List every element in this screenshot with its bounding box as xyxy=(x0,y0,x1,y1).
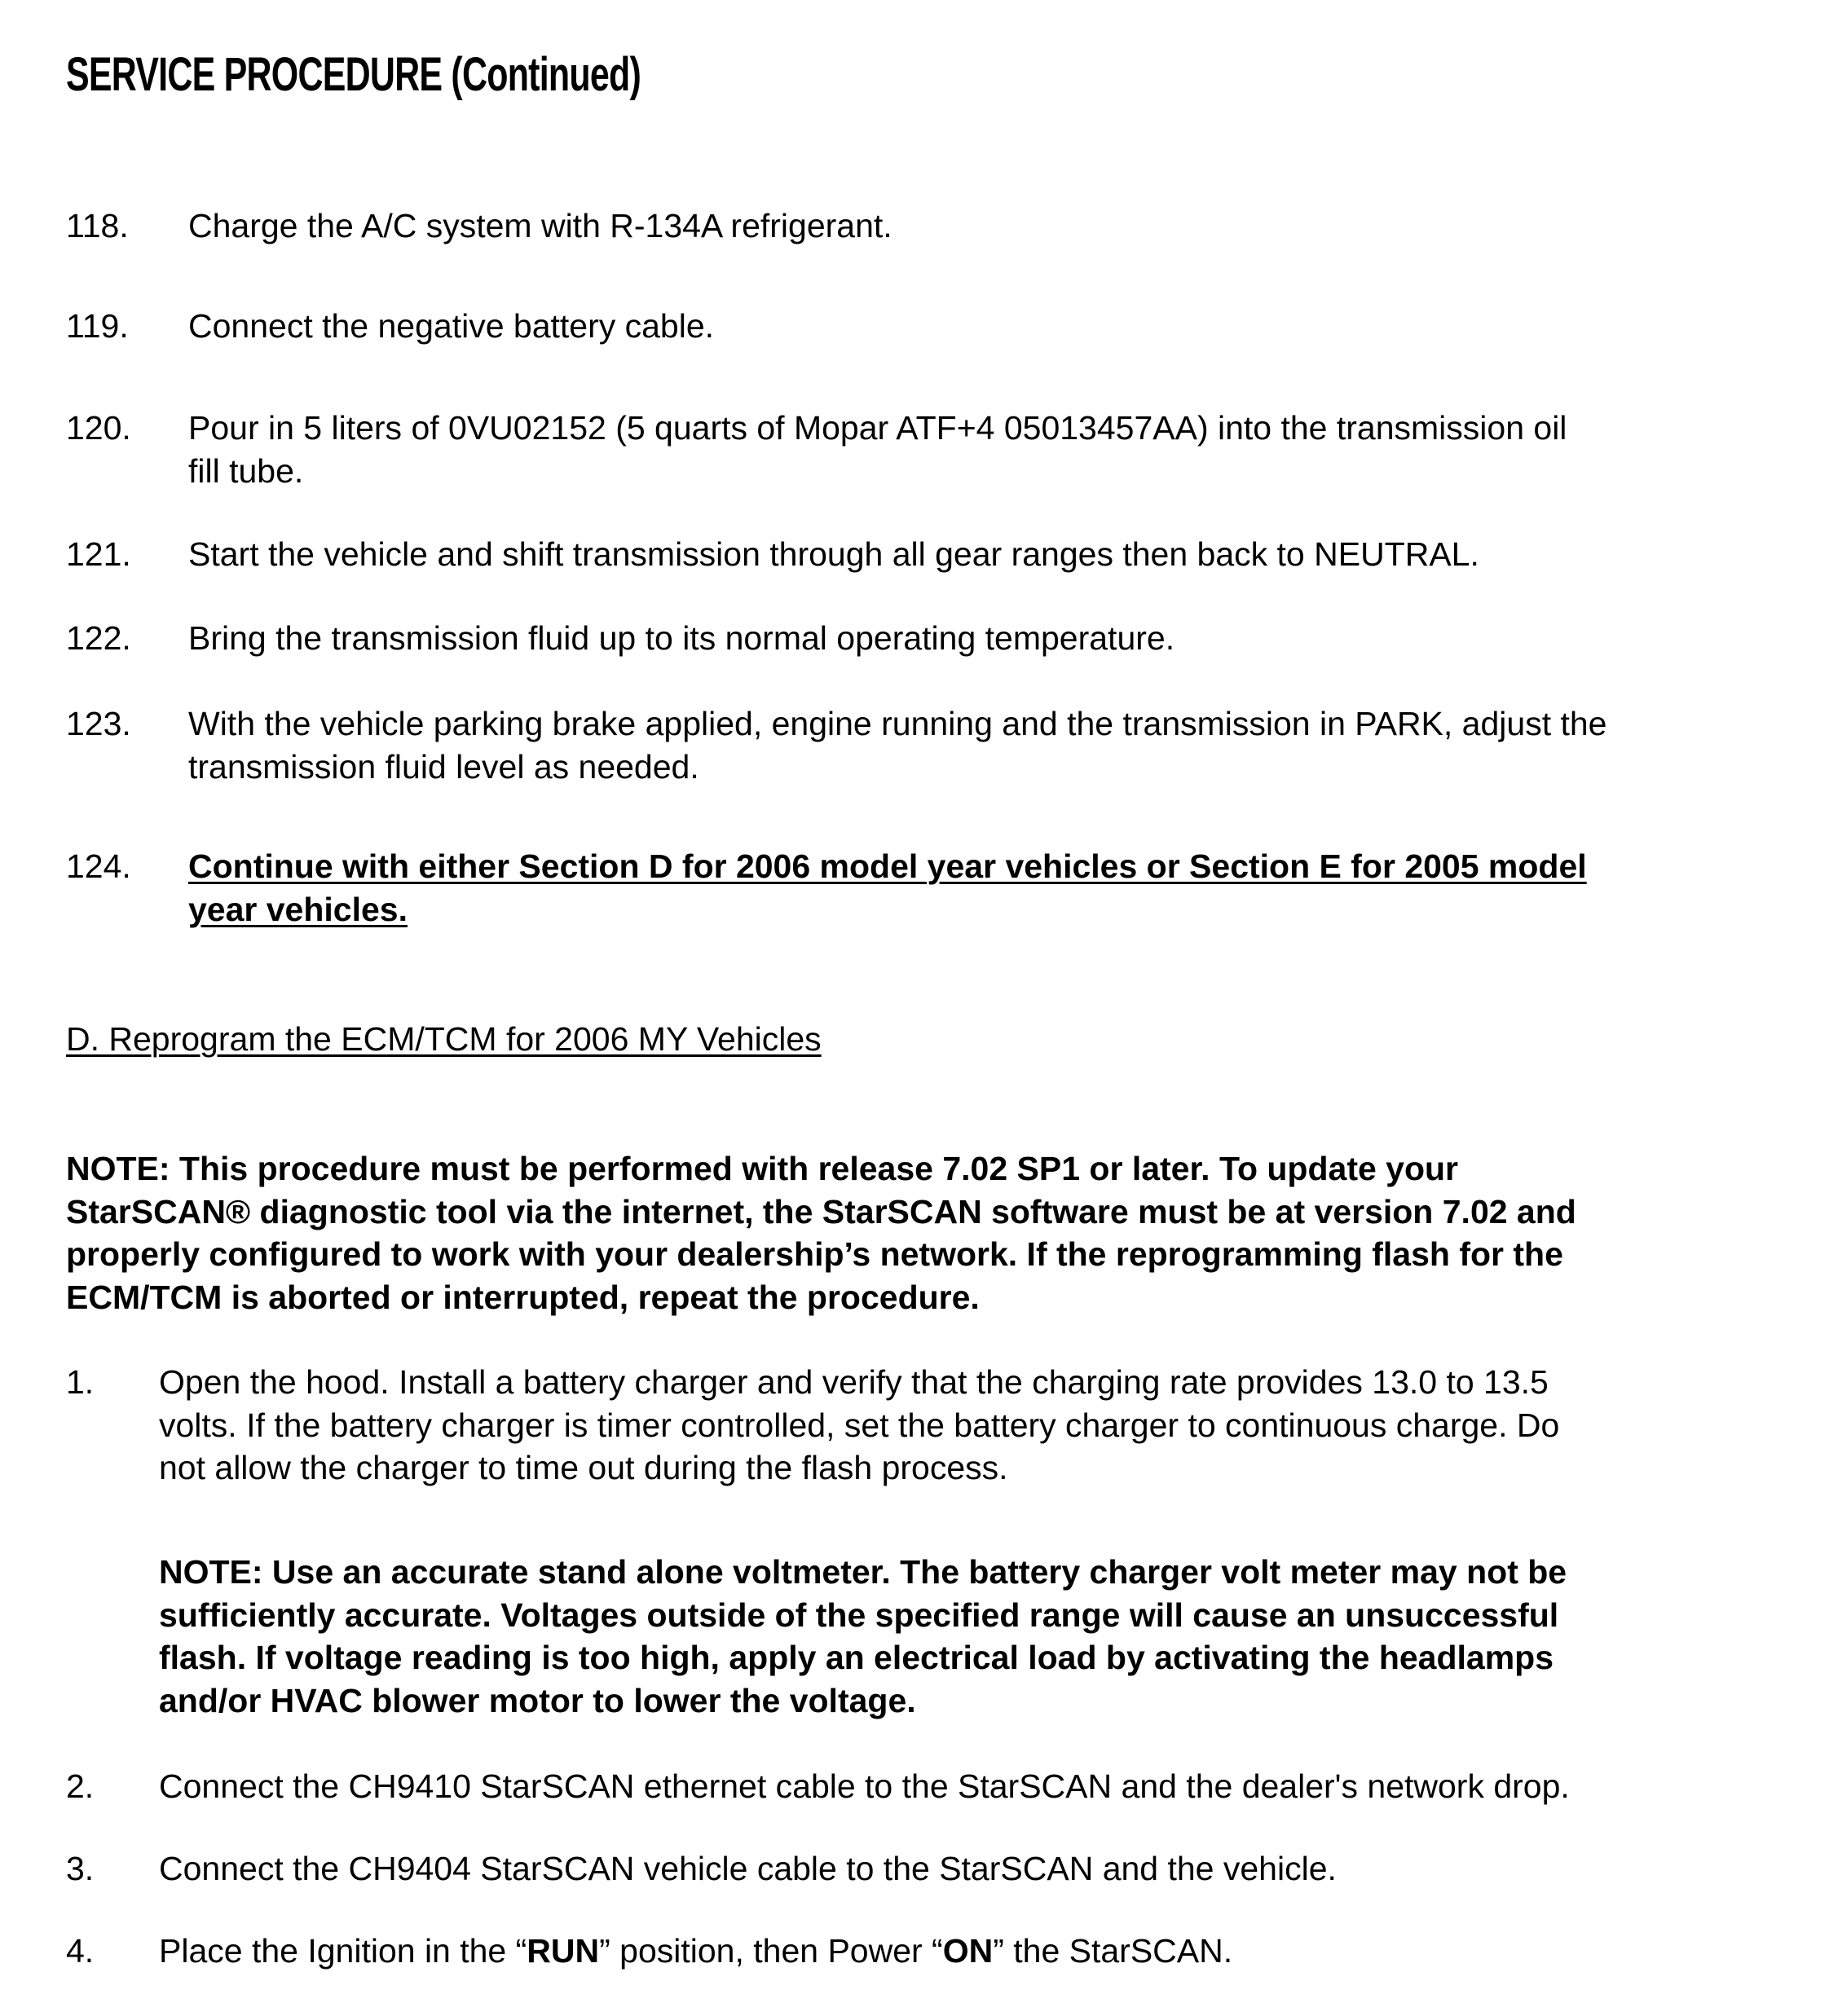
note-line: flash. If voltage reading is too high, apply an electrical load by activating the headlamps xyxy=(159,1639,1554,1676)
step-text: Continue with either Section D for 2006 model year vehicles or Section E for 2005 model xyxy=(188,847,1587,885)
note-line: sufficiently accurate. Voltages outside of the specified range will cause an unsuccessful xyxy=(159,1596,1559,1634)
step-text: Open the hood. Install a battery charger and verify that the charging rate provides 13.0 to 13.5 xyxy=(159,1363,1549,1401)
step-text: Connect the negative battery cable. xyxy=(188,307,715,345)
step-number: 3. xyxy=(66,1850,95,1887)
on-keyword: ON xyxy=(942,1932,994,1970)
step-text: volts. If the battery charger is timer controlled, set the battery charger to continuous charge. Do xyxy=(159,1406,1560,1444)
text-segment: ” position, then Power “ xyxy=(599,1932,943,1970)
step-1-note xyxy=(159,1551,1567,1722)
step-number: 124. xyxy=(66,847,131,885)
step-text: year vehicles. xyxy=(188,890,408,928)
note-line: StarSCAN® diagnostic tool via the internet, the StarSCAN software must be at version 7.02 and xyxy=(66,1192,1576,1230)
step-number: 121. xyxy=(66,535,131,573)
step-text: fill tube. xyxy=(188,451,304,490)
step-number: 118. xyxy=(66,207,129,244)
note-line: NOTE: This procedure must be performed with release 7.02 SP1 or later. To update your xyxy=(66,1150,1459,1187)
step-text: transmission fluid level as needed. xyxy=(188,747,699,786)
note-line: ECM/TCM is aborted or interrupted, repeat the procedure. xyxy=(66,1278,980,1316)
step-text: not allow the charger to time out during the flash process. xyxy=(159,1449,1008,1486)
step-text: Connect the CH9404 StarSCAN vehicle cable to the StarSCAN and the vehicle. xyxy=(159,1850,1337,1887)
text-segment: ” the StarSCAN. xyxy=(993,1932,1233,1970)
step-number: 122. xyxy=(66,619,131,657)
step-text: Charge the A/C system with R-134A refrigerant. xyxy=(188,207,892,244)
section-heading-text: D. Reprogram the ECM/TCM for 2006 MY Vehicles xyxy=(66,1020,822,1058)
note-line: NOTE: Use an accurate stand alone voltmeter. The battery charger volt meter may not be xyxy=(159,1553,1567,1591)
note-line: properly configured to work with your dealership’s network. If the reprogramming flash for the xyxy=(66,1235,1563,1273)
step-number: 1. xyxy=(66,1363,95,1401)
section-d-heading xyxy=(66,1018,822,1061)
text-segment: Place the Ignition in the “ xyxy=(159,1932,527,1970)
run-keyword: RUN xyxy=(527,1932,600,1970)
note-line: and/or HVAC blower motor to lower the voltage. xyxy=(159,1681,916,1719)
step-text: With the vehicle parking brake applied, engine running and the transmission in PARK, adjust the xyxy=(188,705,1607,742)
page-title: SERVICE PROCEDURE (Continued) xyxy=(66,48,641,101)
step-text: Pour in 5 liters of 0VU02152 (5 quarts of Mopar ATF+4 05013457AA) into the transmission oil xyxy=(188,409,1567,447)
step-number: 119. xyxy=(66,307,129,345)
step-number: 120. xyxy=(66,409,131,447)
step-number: 123. xyxy=(66,705,131,742)
step-text xyxy=(159,1930,1232,1973)
step-text: Connect the CH9410 StarSCAN ethernet cable to the StarSCAN and the dealer's network drop. xyxy=(159,1767,1570,1805)
step-number: 4. xyxy=(66,1932,95,1970)
step-text: Bring the transmission fluid up to its normal operating temperature. xyxy=(188,619,1175,657)
section-d-note xyxy=(66,1147,1576,1318)
step-text: Start the vehicle and shift transmission through all gear ranges then back to NEUTRAL. xyxy=(188,535,1479,573)
step-number: 2. xyxy=(66,1767,95,1805)
